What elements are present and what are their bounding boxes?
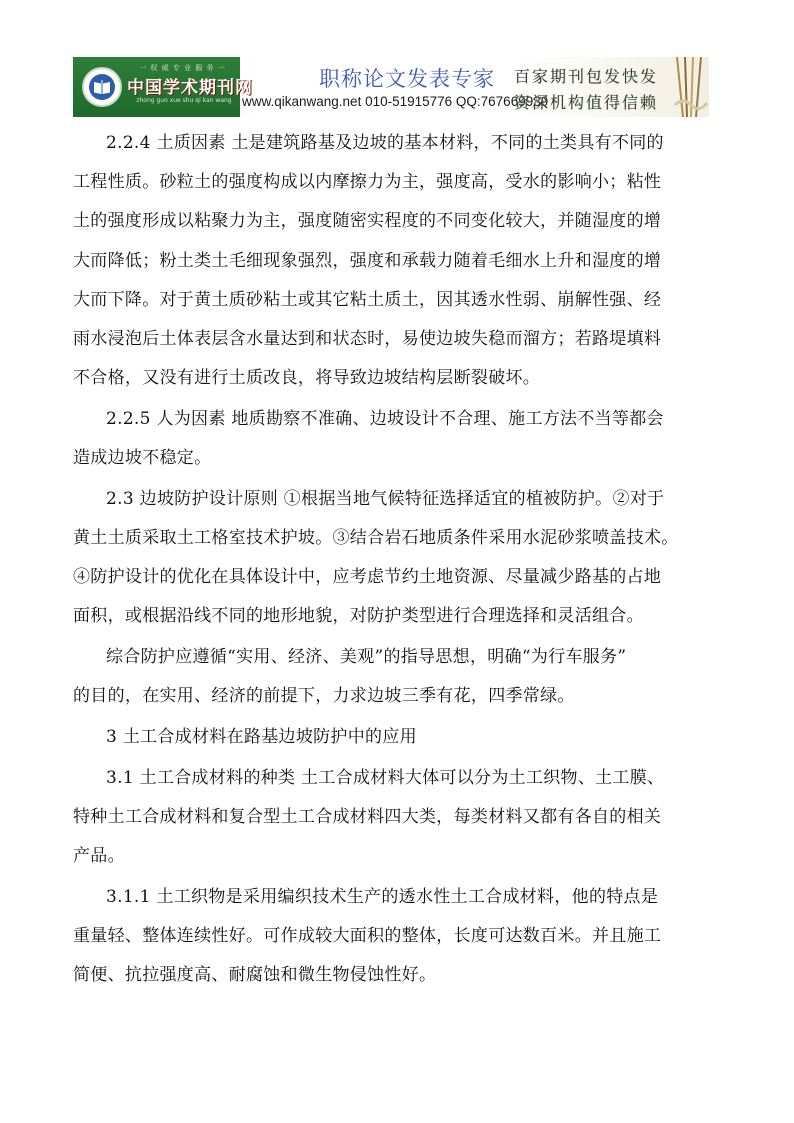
paragraph-line: 2.3 边坡防护设计原则 ①根据当地气候特征选择适宜的植被防护。②对于 — [106, 488, 665, 509]
paragraph-line: 3.1 土工合成材料的种类 土工合成材料大体可以分为土工织物、土工膜、 — [106, 767, 665, 788]
paragraph-line: 土的强度形成以粘聚力为主，强度随密实程度的不同变化较大，并随湿度的增 — [73, 211, 662, 232]
brushes-icon — [669, 57, 709, 117]
paragraph-line: 雨水浸泡后土体表层含水量达到和状态时，易使边坡失稳而溜方；若路堤填料 — [73, 328, 662, 349]
paragraph-line: 面积，或根据沿线不同的地形地貌，对防护类型进行合理选择和灵活组合。 — [73, 606, 644, 627]
banner-contact: www.qikanwang.net 010-51915776 QQ:767669939 — [242, 94, 549, 109]
banner-slogan-2: 资深机构值得信赖 — [514, 93, 659, 112]
logo-emblem-icon — [82, 67, 122, 107]
paragraph-line: 简便、抗拉强度高、耐腐蚀和微生物侵蚀性好。 — [73, 964, 437, 985]
section-heading: 3 土工合成材料在路基边坡防护中的应用 — [106, 726, 417, 747]
header-banner — [73, 57, 709, 117]
banner-slogan-1: 百家期刊包发快发 — [514, 67, 659, 86]
paragraph-line: 工程性质。砂粒土的强度构成以内摩擦力为主，强度高，受水的影响小；粘性 — [73, 172, 662, 193]
paragraph-line: 大而降低；粉土类土毛细现象强烈，强度和承载力随着毛细水上升和湿度的增 — [73, 250, 662, 271]
paragraph-line: 2.2.4 土质因素 土是建筑路基及边坡的基本材料，不同的土类具有不同的 — [106, 133, 664, 153]
paragraph-line: 的目的，在实用、经济的前提下，力求边坡三季有花，四季常绿。 — [73, 686, 575, 707]
paragraph-line: 综合防护应遵循“实用、经济、美观”的指导思想，明确“为行车服务” — [106, 646, 627, 667]
banner-title: 职称论文发表专家 — [319, 67, 495, 91]
paragraph-line: 大而下降。对于黄土质砂粘土或其它粘土质土，因其透水性弱、崩解性强、经 — [73, 289, 662, 310]
paragraph-line: 造成边坡不稳定。 — [73, 448, 212, 468]
logo-name: 中国学术期刊网 — [127, 78, 253, 98]
paragraph-line: 3.1.1 土工织物是采用编织技术生产的透水性土工合成材料，他的特点是 — [106, 886, 659, 907]
paragraph-line: 不合格，又没有进行土质改良，将导致边坡结构层断裂破坏。 — [73, 368, 541, 389]
paragraph-line: 重量轻、整体连续性好。可作成较大面积的整体，长度可达数百米。并且施工 — [73, 925, 662, 946]
paragraph-line: ④防护设计的优化在具体设计中，应考虑节约土地资源、尽量减少路基的占地 — [73, 567, 662, 588]
document-body — [73, 124, 723, 995]
paragraph-line: 黄土土质采取土工格室技术护坡。③结合岩石地质条件采用水泥砂浆喷盖技术。 — [73, 527, 679, 548]
paragraph-line: 特种土工合成材料和复合型土工合成材料四大类，每类材料又都有各自的相关 — [73, 806, 662, 827]
logo-pinyin: zhong guo xue shu qi kan wang — [136, 97, 232, 104]
logo — [73, 57, 253, 117]
paragraph-line: 产品。 — [73, 845, 125, 866]
logo-tagline: 一 权 威 专 业 服 务 一 — [139, 64, 226, 72]
paragraph-line: 2.2.5 人为因素 地质勘察不准确、边坡设计不合理、施工方法不当等都会 — [106, 408, 664, 429]
